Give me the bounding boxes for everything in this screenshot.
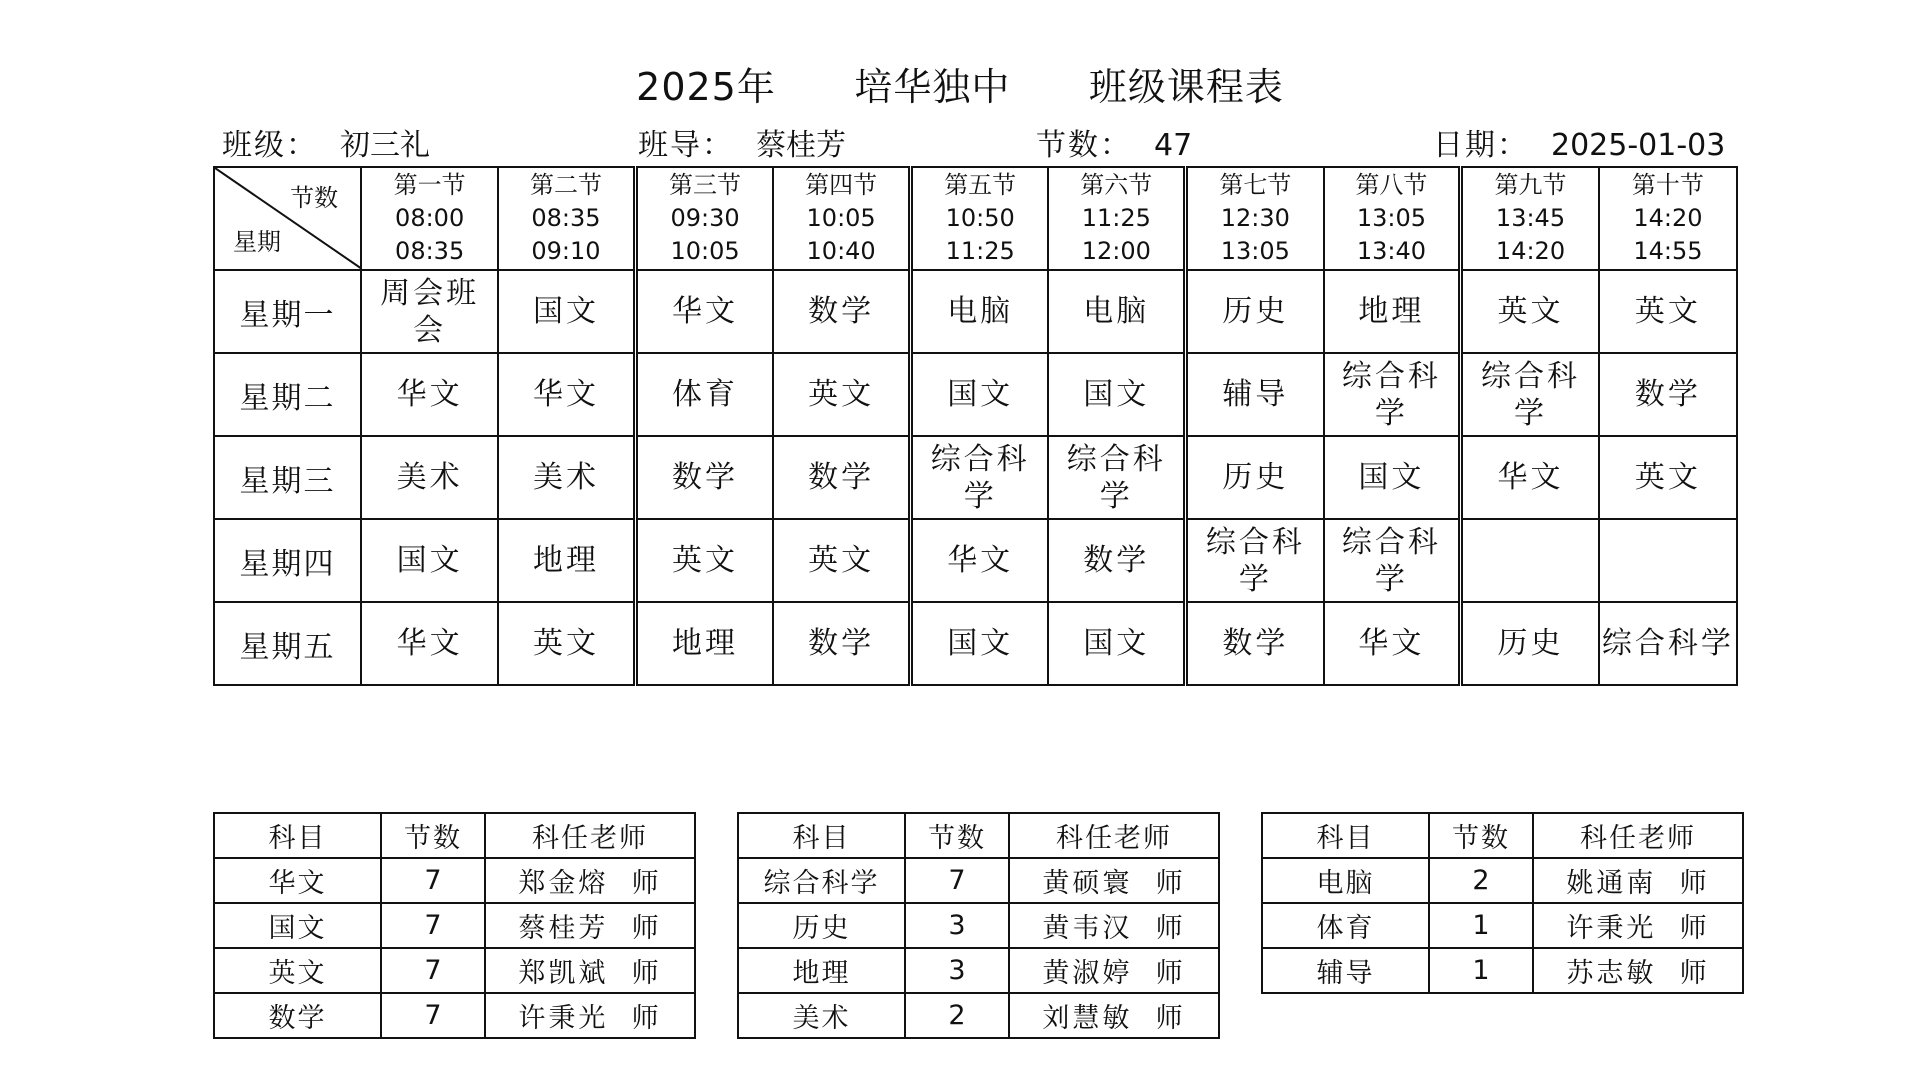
subject-name: 地理	[738, 948, 905, 993]
period-end-time: 11:25	[945, 237, 1015, 265]
period-header	[1599, 167, 1737, 270]
teacher-name: 黄硕寰 师	[1009, 858, 1219, 903]
timetable-cell: 历史	[1186, 270, 1324, 353]
timetable-cell	[1599, 519, 1737, 602]
timetable-cell: 数学	[773, 436, 910, 519]
period-header	[361, 167, 498, 270]
timetable-cell: 国文	[1048, 353, 1185, 436]
period-count: 7	[381, 948, 485, 993]
timetable-cell: 综合科学	[1324, 519, 1461, 602]
period-end-time: 14:55	[1633, 237, 1703, 265]
teacher-name: 蔡桂芳 师	[485, 903, 695, 948]
timetable-cell: 体育	[635, 353, 773, 436]
timetable-cell: 英文	[1599, 436, 1737, 519]
timetable-cell: 华文	[498, 353, 635, 436]
summary-header-row	[214, 813, 695, 858]
mentor-value: 蔡桂芳	[756, 128, 846, 163]
period-header	[1324, 167, 1461, 270]
teacher-name: 许秉光 师	[1533, 903, 1743, 948]
period-name: 第二节	[529, 171, 602, 199]
teacher-name: 许秉光 师	[485, 993, 695, 1038]
timetable-cell: 华文	[635, 270, 773, 353]
timetable-cell: 英文	[1461, 270, 1599, 353]
timetable-cell: 历史	[1186, 436, 1324, 519]
teacher-name: 刘慧敏 师	[1009, 993, 1219, 1038]
period-name: 第四节	[805, 171, 878, 199]
period-header	[498, 167, 635, 270]
period-count: 7	[381, 903, 485, 948]
period-start-time: 10:05	[806, 204, 876, 232]
period-end-time: 13:40	[1356, 237, 1427, 265]
mentor-info	[638, 120, 846, 164]
timetable-cell: 综合科学	[910, 436, 1048, 519]
timetable-cell: 历史	[1461, 602, 1599, 685]
teacher-header: 科任老师	[1009, 813, 1219, 858]
period-header	[773, 167, 910, 270]
timetable-header-row	[214, 167, 1737, 270]
timetable-cell: 辅导	[1186, 353, 1324, 436]
subject-header: 科目	[1262, 813, 1429, 858]
subject-name: 国文	[214, 903, 381, 948]
teacher-name: 姚通南 师	[1533, 858, 1743, 903]
timetable-cell: 华文	[361, 353, 498, 436]
period-name: 第十节	[1631, 171, 1704, 199]
period-count: 3	[905, 903, 1009, 948]
period-header	[635, 167, 773, 270]
timetable-cell: 国文	[910, 353, 1048, 436]
page-title: 2025年 培华独中 班级课程表	[636, 65, 1284, 109]
periods-value: 47	[1154, 128, 1193, 163]
period-count: 1	[1429, 948, 1533, 993]
teacher-header: 科任老师	[1533, 813, 1743, 858]
subject-header: 科目	[214, 813, 381, 858]
period-name: 第七节	[1219, 171, 1292, 199]
class-value: 初三礼	[340, 128, 430, 163]
summary-row	[738, 903, 1219, 948]
summary-header-row	[738, 813, 1219, 858]
count-header: 节数	[905, 813, 1009, 858]
period-start-time: 08:35	[531, 204, 601, 232]
summary-row	[214, 903, 695, 948]
period-start-time: 12:30	[1220, 204, 1290, 232]
period-end-time: 10:05	[670, 237, 740, 265]
period-start-time: 13:45	[1495, 204, 1566, 232]
timetable-cell	[1461, 519, 1599, 602]
date-label: 日期：	[1433, 128, 1529, 163]
period-start-time: 13:05	[1356, 204, 1427, 232]
period-end-time: 08:35	[395, 237, 465, 265]
timetable-cell: 华文	[910, 519, 1048, 602]
timetable-cell: 英文	[635, 519, 773, 602]
timetable-cell: 英文	[773, 353, 910, 436]
teacher-name: 郑凯斌 师	[485, 948, 695, 993]
periods-info	[1036, 120, 1192, 164]
period-header	[910, 167, 1048, 270]
period-start-time: 11:25	[1081, 204, 1151, 232]
count-header: 节数	[381, 813, 485, 858]
timetable-cell: 数学	[1048, 519, 1185, 602]
timetable-cell: 美术	[361, 436, 498, 519]
subject-name: 华文	[214, 858, 381, 903]
timetable-row	[214, 602, 1737, 685]
subject-name: 电脑	[1262, 858, 1429, 903]
teacher-name: 郑金熔 师	[485, 858, 695, 903]
period-name: 第六节	[1080, 171, 1153, 199]
timetable-cell: 华文	[1461, 436, 1599, 519]
corner-weekday-label: 星期	[233, 228, 281, 256]
timetable-cell: 数学	[635, 436, 773, 519]
class-label: 班级：	[222, 128, 318, 163]
summary-table-3	[1261, 812, 1744, 994]
timetable-cell: 地理	[498, 519, 635, 602]
subject-name: 英文	[214, 948, 381, 993]
period-count: 2	[905, 993, 1009, 1038]
periods-label: 节数：	[1036, 128, 1132, 163]
summary-table-1	[213, 812, 696, 1039]
period-name: 第一节	[393, 171, 466, 199]
timetable-cell: 国文	[361, 519, 498, 602]
subject-header: 科目	[738, 813, 905, 858]
timetable-cell: 综合科学	[1461, 353, 1599, 436]
timetable-cell: 数学	[773, 602, 910, 685]
subject-name: 历史	[738, 903, 905, 948]
summary-row	[738, 948, 1219, 993]
timetable-cell: 华文	[361, 602, 498, 685]
period-start-time: 08:00	[395, 204, 465, 232]
subject-name: 美术	[738, 993, 905, 1038]
timetable-cell: 地理	[635, 602, 773, 685]
summary-row	[214, 858, 695, 903]
timetable	[213, 166, 1738, 686]
timetable-cell: 综合科学	[1599, 602, 1737, 685]
period-count: 3	[905, 948, 1009, 993]
subject-name: 辅导	[1262, 948, 1429, 993]
timetable-row	[214, 270, 1737, 353]
summary-table-2	[737, 812, 1220, 1039]
timetable-cell: 电脑	[910, 270, 1048, 353]
date-info	[1433, 120, 1725, 164]
timetable-cell: 综合科学	[1324, 353, 1461, 436]
timetable-cell: 英文	[1599, 270, 1737, 353]
period-end-time: 13:05	[1220, 237, 1290, 265]
summary-row	[738, 993, 1219, 1038]
timetable-cell: 英文	[773, 519, 910, 602]
period-count: 7	[381, 858, 485, 903]
period-name: 第五节	[944, 171, 1017, 199]
period-header	[1461, 167, 1599, 270]
timetable-cell: 英文	[498, 602, 635, 685]
timetable-cell: 国文	[498, 270, 635, 353]
period-name: 第八节	[1355, 171, 1428, 199]
timetable-row	[214, 519, 1737, 602]
summary-row	[1262, 858, 1743, 903]
period-header	[1048, 167, 1185, 270]
period-end-time: 12:00	[1081, 237, 1151, 265]
summary-row	[1262, 948, 1743, 993]
subject-name: 数学	[214, 993, 381, 1038]
teacher-name: 黄淑婷 师	[1009, 948, 1219, 993]
timetable-cell: 美术	[498, 436, 635, 519]
weekday-label: 星期一	[214, 270, 361, 353]
period-count: 7	[905, 858, 1009, 903]
timetable-cell: 综合科学	[1048, 436, 1185, 519]
timetable-cell: 国文	[910, 602, 1048, 685]
summary-row	[738, 858, 1219, 903]
summary-row	[214, 948, 695, 993]
teacher-name: 黄韦汉 师	[1009, 903, 1219, 948]
summary-row	[1262, 903, 1743, 948]
count-header: 节数	[1429, 813, 1533, 858]
period-count: 7	[381, 993, 485, 1038]
period-start-time: 14:20	[1633, 204, 1703, 232]
period-name: 第三节	[669, 171, 742, 199]
date-value: 2025-01-03	[1551, 128, 1726, 163]
timetable-cell: 电脑	[1048, 270, 1185, 353]
class-info	[222, 120, 430, 164]
timetable-cell: 数学	[1599, 353, 1737, 436]
period-end-time: 10:40	[806, 237, 876, 265]
period-end-time: 09:10	[531, 237, 601, 265]
timetable-cell: 华文	[1324, 602, 1461, 685]
timetable-cell: 国文	[1324, 436, 1461, 519]
subject-name: 综合科学	[738, 858, 905, 903]
period-end-time: 14:20	[1495, 237, 1566, 265]
weekday-label: 星期四	[214, 519, 361, 602]
timetable-row	[214, 353, 1737, 436]
weekday-label: 星期二	[214, 353, 361, 436]
corner-periods-label: 节数	[290, 184, 339, 212]
period-header	[1186, 167, 1324, 270]
mentor-label: 班导：	[638, 128, 734, 163]
weekday-label: 星期五	[214, 602, 361, 685]
period-count: 2	[1429, 858, 1533, 903]
timetable-cell: 综合科学	[1186, 519, 1324, 602]
subject-name: 体育	[1262, 903, 1429, 948]
teacher-header: 科任老师	[485, 813, 695, 858]
period-start-time: 09:30	[670, 204, 740, 232]
timetable-cell: 周会班会	[361, 270, 498, 353]
summary-row	[214, 993, 695, 1038]
teacher-name: 苏志敏 师	[1533, 948, 1743, 993]
timetable-cell: 数学	[773, 270, 910, 353]
period-count: 1	[1429, 903, 1533, 948]
timetable-row	[214, 436, 1737, 519]
timetable-corner	[214, 167, 361, 270]
period-name: 第九节	[1494, 171, 1567, 199]
period-start-time: 10:50	[945, 204, 1015, 232]
timetable-cell: 地理	[1324, 270, 1461, 353]
summary-header-row	[1262, 813, 1743, 858]
weekday-label: 星期三	[214, 436, 361, 519]
timetable-cell: 数学	[1186, 602, 1324, 685]
timetable-cell: 国文	[1048, 602, 1185, 685]
